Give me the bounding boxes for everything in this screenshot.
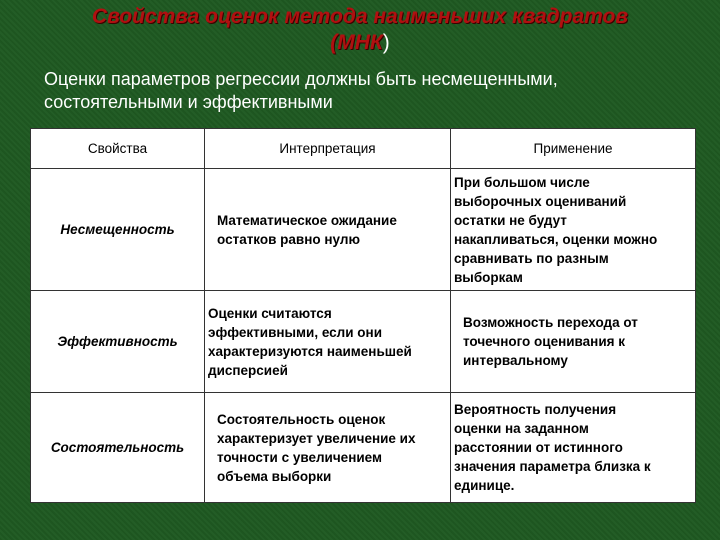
interpretation-cell: Состоятельность оценок характеризует увеличение их точности с увеличением объема выборки bbox=[205, 393, 451, 503]
header-application: Применение bbox=[451, 129, 696, 169]
header-properties: Свойства bbox=[31, 129, 205, 169]
interpretation-cell: Математическое ожидание остатков равно нулю bbox=[205, 169, 451, 291]
slide-title-text: Свойства оценок метода наименьших квадратов (МНК bbox=[91, 5, 629, 54]
slide-subtitle: Оценки параметров регрессии должны быть несмещенными, состоятельными и эффективными bbox=[44, 69, 558, 112]
property-name: Несмещенность bbox=[31, 169, 205, 291]
table-header-row bbox=[31, 129, 696, 169]
property-name: Эффективность bbox=[31, 291, 205, 393]
application-cell: При большом числе выборочных оцениваний остатки не будут накапливаться, оценки можно сравнивать по разным выборкам bbox=[451, 169, 696, 291]
table-row bbox=[31, 393, 696, 503]
application-cell: Возможность перехода от точечного оценивания к интервальному bbox=[451, 291, 696, 393]
table-row bbox=[31, 291, 696, 393]
application-cell: Вероятность получения оценки на заданном расстоянии от истинного значения параметра близка к единице. bbox=[451, 393, 696, 503]
header-interpretation: Интерпретация bbox=[205, 129, 451, 169]
table-row bbox=[31, 169, 696, 291]
properties-table bbox=[30, 128, 696, 503]
property-name: Состоятельность bbox=[31, 393, 205, 503]
interpretation-cell: Оценки считаются эффективными, если они характеризуются наименьшей дисперсией bbox=[205, 291, 451, 393]
slide-title bbox=[80, 4, 640, 56]
slide-title-paren: ) bbox=[382, 31, 390, 54]
